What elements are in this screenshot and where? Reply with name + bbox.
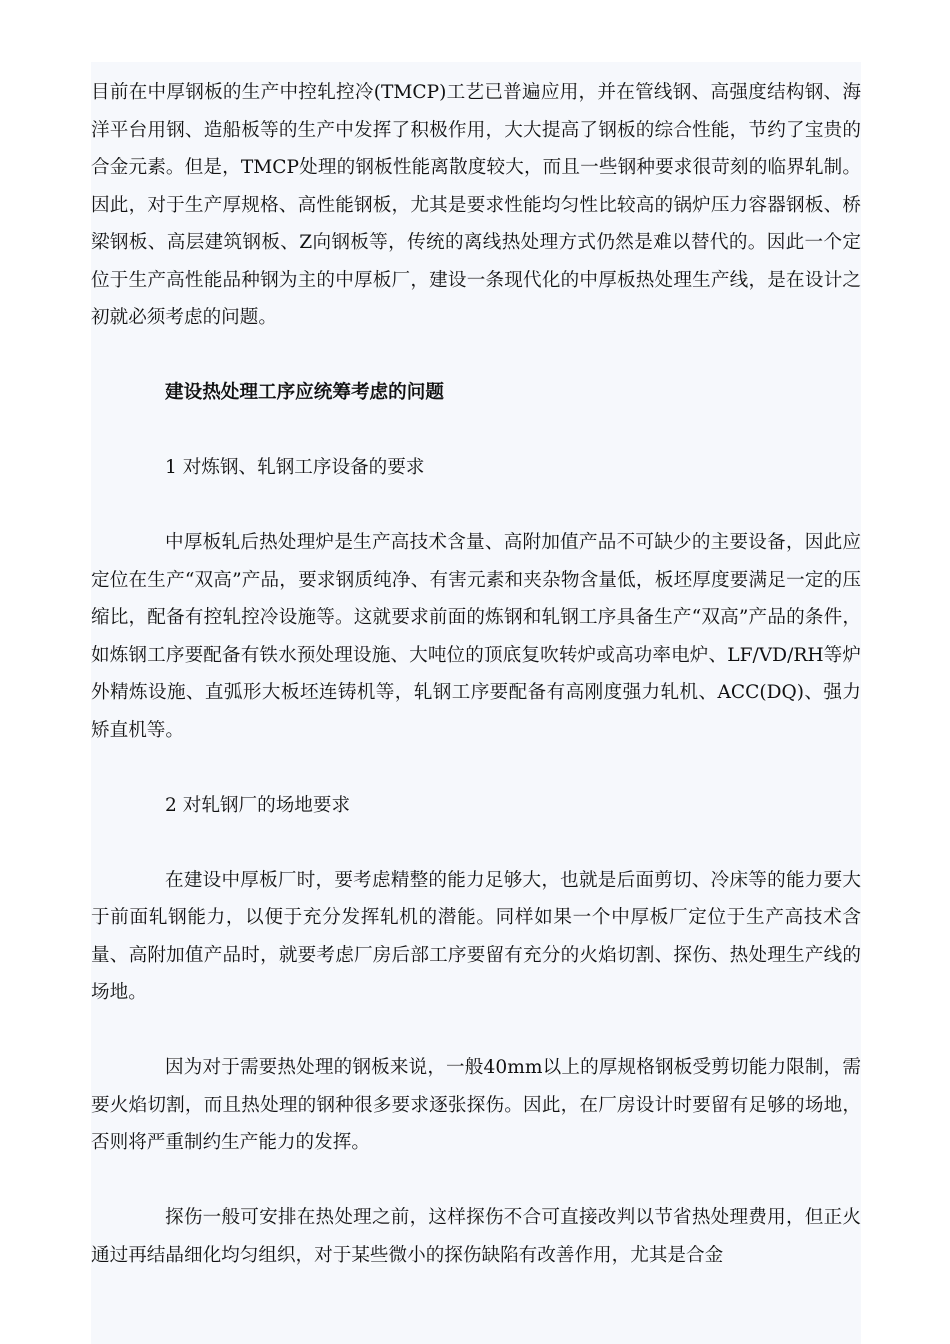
subsection-2-paragraph-1: 在建设中厚板厂时，要考虑精整的能力足够大，也就是后面剪切、冷床等的能力要大于前面轧钢能力，以便于充分发挥轧机的潜能。同样如果一个中厚板厂定位于生产高技术含量、高附加值产品时，就要考虑厂房后部工序要留有充分的火焰切割、探伤、热处理生产线的场地。 bbox=[91, 869, 861, 1003]
subsection-1-paragraph: 中厚板轧后热处理炉是生产高技术含量、高附加值产品不可缺少的主要设备，因此应定位在生产“双高”产品，要求钢质纯净、有害元素和夹杂物含量低，板坯厚度要满足一定的压缩比，配备有控轧控冷设施等。这就要求前面的炼钢和轧钢工序具备生产“双高”产品的条件，如炼钢工序要配备有铁水预处理设施、大吨位的顶底复吹转炉或高功率电炉、LF/VD/RH等炉外精炼设施、直弧形大板坯连铸机等，轧钢工序要配备有高刚度强力轧机、ACC(DQ)、强力矫直机等。 bbox=[91, 532, 861, 741]
subsection-1-title: 1 对炼钢、轧钢工序设备的要求 bbox=[165, 457, 425, 478]
subsection-2-paragraph-3: 探伤一般可安排在热处理之前，这样探伤不合可直接改判以节省热处理费用，但正火通过再结晶细化均匀组织，对于某些微小的探伤缺陷有改善作用，尤其是合金 bbox=[91, 1207, 861, 1266]
subsection-2-title: 2 对轧钢厂的场地要求 bbox=[165, 794, 351, 816]
section-title: 建设热处理工序应统筹考虑的问题 bbox=[165, 382, 444, 403]
document-page bbox=[91, 62, 861, 1344]
intro-paragraph: 目前在中厚钢板的生产中控轧控冷(TMCP)工艺已普遍应用，并在管线钢、高强度结构钢、海洋平台用钢、造船板等的生产中发挥了积极作用，大大提高了钢板的综合性能，节约了宝贵的合金元素。但是，TMCP处理的钢板性能离散度较大，而且一些钢种要求很苛刻的临界轧制。因此，对于生产厚规格、高性能钢板，尤其是要求性能均匀性比较高的锅炉压力容器钢板、桥梁钢板、高层建筑钢板、Z向钢板等，传统的离线热处理方式仍然是难以替代的。因此一个定位于生产高性能品种钢为主的中厚板厂，建设一条现代化的中厚板热处理生产线，是在设计之初就必须考虑的问题。 bbox=[91, 82, 861, 328]
subsection-2-paragraph-2: 因为对于需要热处理的钢板来说，一般40mm以上的厚规格钢板受剪切能力限制，需要火焰切割，而且热处理的钢种很多要求逐张探伤。因此，在厂房设计时要留有足够的场地，否则将严重制约生产能力的发挥。 bbox=[91, 1057, 861, 1153]
document-body bbox=[91, 74, 861, 1274]
